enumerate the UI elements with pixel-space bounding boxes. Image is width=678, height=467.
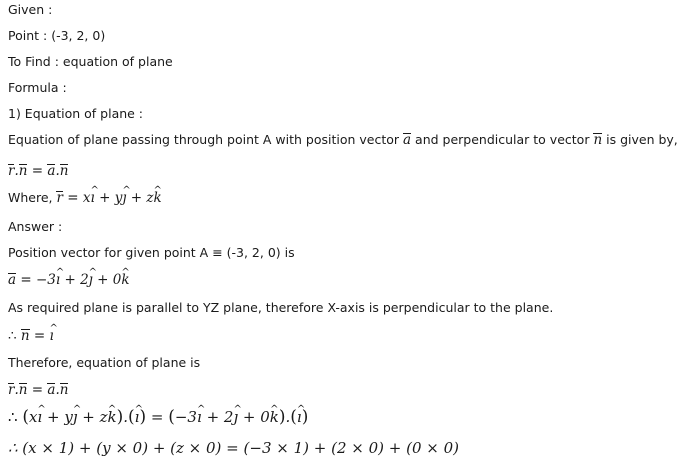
eq-desc-part-a: Equation of plane passing through point A with position vector bbox=[8, 132, 403, 147]
where-label: Where, bbox=[8, 190, 57, 205]
eq-desc-part-b: and perpendicular to vector bbox=[411, 132, 594, 147]
answer-label: Answer : bbox=[8, 219, 63, 234]
formula-item-1: 1) Equation of plane : bbox=[8, 106, 144, 121]
point-text: Point : (-3, 2, 0) bbox=[8, 28, 106, 43]
vector-equation-restated: r.n = a.n bbox=[8, 382, 69, 398]
position-vector-text: Position vector for given point A ≡ (-3, 2, 0) is bbox=[8, 245, 295, 260]
where-definition: Where, r = x^ ı + y^ ȷ + z^ k bbox=[8, 190, 162, 206]
expanded-equation: ∴ (x × 1) + (y × 0) + (z × 0) = (−3 × 1) + (2 × 0) + (0 × 0) bbox=[8, 439, 459, 457]
substituted-equation: ∴ (x^ ı + y^ ȷ + z^ k).(^ ı) = (−3^ ı + 2^ ȷ + 0^ k).(^ ı) bbox=[8, 409, 308, 425]
to-find-text: To Find : equation of plane bbox=[8, 54, 173, 69]
equation-description bbox=[8, 132, 678, 148]
eq-desc-part-c: is given by, bbox=[602, 132, 678, 147]
given-label: Given : bbox=[8, 2, 53, 17]
normal-vector-equation: ∴ n = ^ ı bbox=[8, 328, 54, 344]
therefore-equation-text: Therefore, equation of plane is bbox=[8, 355, 201, 370]
formula-label: Formula : bbox=[8, 80, 67, 95]
vector-a-symbol: a bbox=[403, 132, 412, 148]
vector-equation-formula: r.n = a.n bbox=[8, 163, 69, 179]
position-vector-equation: a = −3^ ı + 2^ ȷ + 0^ k bbox=[8, 272, 130, 288]
parallel-statement: As required plane is parallel to YZ plane, therefore X-axis is perpendicular to the plane. bbox=[8, 300, 554, 315]
vector-n-symbol: n bbox=[593, 132, 603, 148]
